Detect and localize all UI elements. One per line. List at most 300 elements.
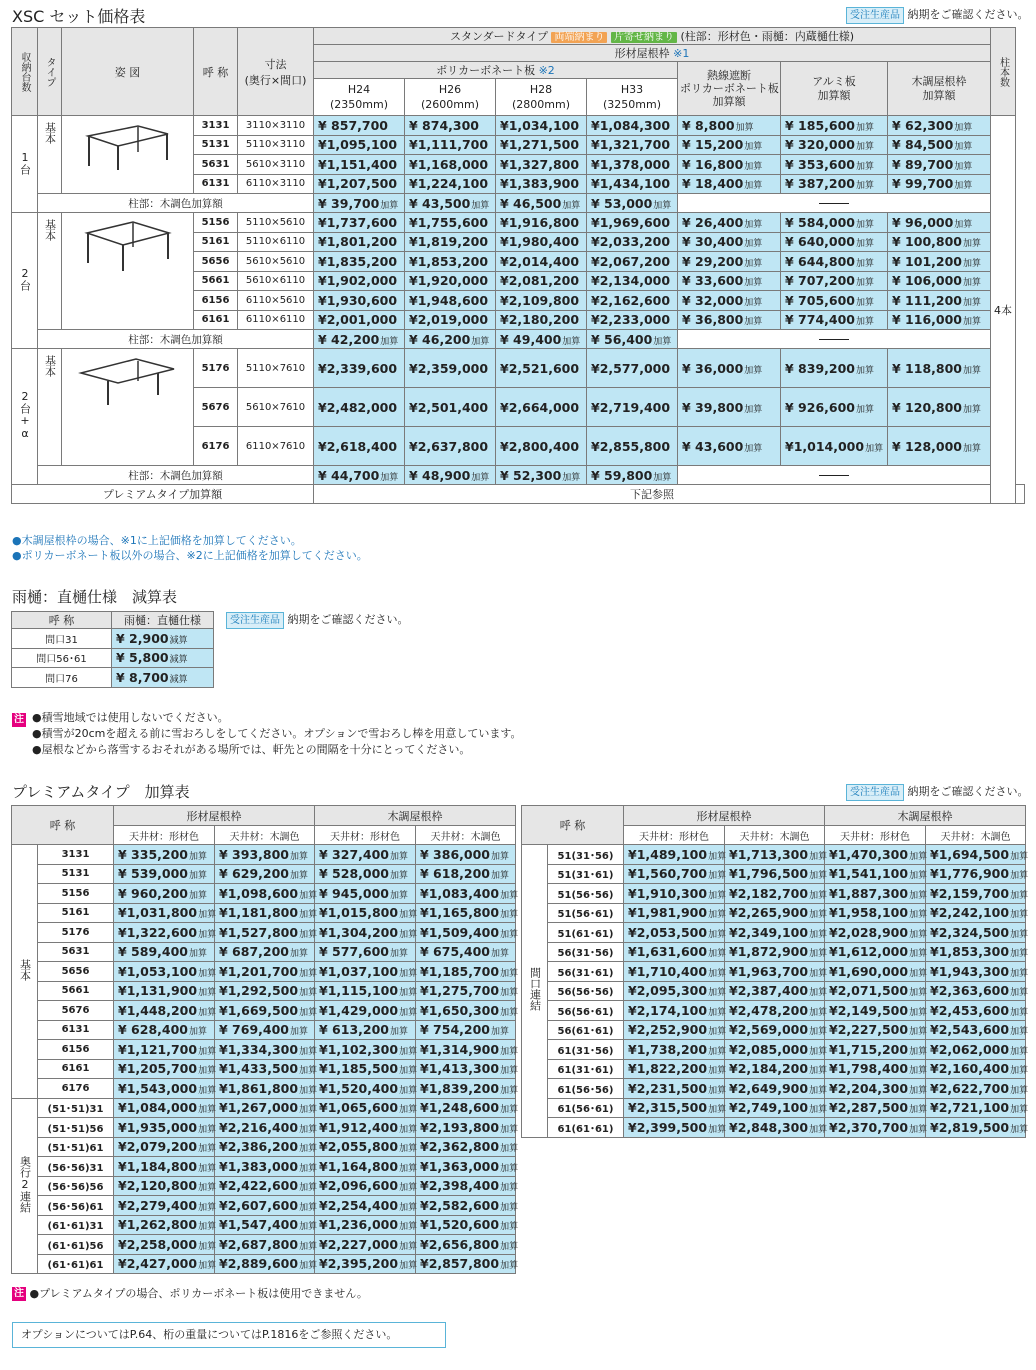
premium-name: 5631 [38, 942, 114, 962]
add-suffix: 加算 [855, 278, 874, 289]
height-mm: (3250mm) [602, 98, 661, 111]
price-note: ●ポリカーボネート板以外の場合、※2に上記価格を加算してください。 [12, 549, 368, 562]
group-figure [62, 116, 194, 194]
premium-cell [926, 1040, 1029, 1060]
premium-value: ¥2,857,800 [420, 1256, 500, 1272]
premium-name: 61(56･56) [548, 1079, 624, 1099]
add-suffix: 加算 [399, 929, 418, 940]
premium-cell [725, 1020, 828, 1040]
price-cell: ¥1,930,600 [314, 291, 405, 311]
price-cell: ¥1,737,600 [314, 213, 405, 233]
add-suffix: 加算 [962, 443, 981, 454]
premium-value: ¥1,710,400 [628, 963, 708, 979]
add-suffix: 加算 [198, 1105, 217, 1116]
premium-row [522, 923, 1026, 943]
premium-group [12, 845, 38, 1099]
add-suffix: 加算 [855, 404, 874, 415]
premium-cell [825, 1098, 926, 1118]
header-alumi [781, 62, 888, 116]
price-cell: ¥2,014,400 [496, 252, 587, 272]
premium-value: ¥1,694,500 [930, 846, 1010, 862]
add-suffix: 加算 [962, 278, 981, 289]
add-value: ¥ 118,800 [892, 360, 962, 376]
alumi-l1: アルミ板 [812, 74, 856, 88]
count-label: 2台 [18, 267, 32, 291]
gutter-value-cell [112, 629, 214, 649]
premium-cell [315, 1157, 416, 1177]
add-cell [678, 135, 781, 155]
premium-value: ¥2,227,000 [319, 1236, 399, 1252]
add-suffix: 加算 [809, 871, 828, 882]
add-suffix: 加算 [708, 1027, 727, 1038]
premium-value: ¥1,853,300 [930, 944, 1010, 960]
premium-cell [215, 1118, 318, 1138]
premium-cell [624, 1020, 725, 1040]
add-cell [781, 291, 888, 311]
add-suffix: 加算 [399, 1144, 418, 1155]
premium-value: ¥1,981,900 [628, 905, 708, 921]
height-label: H26 [438, 83, 462, 96]
premium-name: 56(61･61) [548, 1020, 624, 1040]
premium-cell [215, 845, 315, 865]
premium-cell [114, 1235, 215, 1255]
premium-cell [825, 1079, 926, 1099]
add-suffix: 加算 [198, 1144, 217, 1155]
premium-cell [825, 1118, 926, 1138]
premium-name: 5161 [38, 903, 114, 923]
premium-cell [315, 845, 416, 865]
add-suffix: 加算 [198, 929, 217, 940]
add-suffix: 加算 [744, 297, 763, 308]
premium-value: ¥2,252,900 [628, 1022, 708, 1038]
premium-value: ¥2,231,500 [628, 1080, 708, 1096]
group-count [12, 213, 38, 349]
premium-name: (61･61)61 [38, 1254, 114, 1274]
premium-name: 61(31･61) [548, 1059, 624, 1079]
premium-value: ¥2,889,600 [219, 1256, 299, 1272]
gutter-name: 間口31 [12, 629, 112, 649]
premium-row [12, 884, 516, 904]
premium-cell [114, 1137, 215, 1157]
add-value: ¥ 774,400 [785, 312, 855, 328]
prem-header-name: 呼 称 [12, 806, 114, 845]
pillar-add-row [12, 330, 1025, 349]
premium-cell [114, 845, 215, 865]
premium-name: 5176 [38, 923, 114, 943]
group-type [38, 213, 62, 330]
add-cell [781, 232, 888, 252]
premium-cell [725, 1079, 828, 1099]
row-dimension: 5610×6110 [238, 271, 314, 291]
premium-cell [725, 845, 828, 865]
add-suffix: 加算 [299, 890, 318, 901]
premium-cell [416, 884, 519, 904]
premium-value: ¥2,227,500 [829, 1022, 909, 1038]
premium-value: ¥2,324,500 [930, 924, 1010, 940]
add-suffix: 加算 [809, 1046, 828, 1057]
add-suffix: 加算 [198, 1124, 217, 1135]
row-name: 5661 [194, 271, 238, 291]
price-cell: ¥ 874,300 [405, 116, 496, 136]
premium-row [12, 1079, 516, 1099]
add-suffix: 加算 [299, 1085, 318, 1096]
order-note-text: 納期をご確認ください。 [287, 613, 409, 626]
header-height [405, 79, 496, 116]
add-suffix: 加算 [744, 365, 763, 376]
premium-add-value: 下記参照 [314, 485, 991, 504]
premium-value: ¥2,848,300 [729, 1119, 809, 1135]
premium-cell [825, 1040, 926, 1060]
premium-value: ¥2,160,400 [930, 1061, 1010, 1077]
premium-cell [114, 942, 215, 962]
premium-cell [315, 1137, 416, 1157]
add-suffix: 加算 [198, 988, 217, 999]
premium-row [12, 1137, 516, 1157]
pillar-add-row [12, 194, 1025, 213]
prem-col: 天井材：木調色 [725, 826, 825, 845]
premium-row [12, 1098, 516, 1118]
premium-cell [315, 962, 416, 982]
tag-both-ends: 両端納まり [551, 32, 607, 43]
row-dimension: 5610×5610 [238, 252, 314, 272]
price-cell: ¥1,207,500 [314, 174, 405, 194]
premium-cell [416, 923, 519, 943]
gutter-row [12, 648, 214, 668]
premium-row [12, 1157, 516, 1177]
add-suffix: 加算 [299, 1007, 318, 1018]
add-cell [888, 291, 991, 311]
prem-col: 天井材：形材色 [624, 826, 725, 845]
premium-name: 51(61･61) [548, 923, 624, 943]
std-note: (柱部：形材色・雨樋：内蔵樋仕様) [680, 30, 855, 43]
premium-cell [315, 1020, 416, 1040]
add-suffix: 加算 [198, 1163, 217, 1174]
premium-row [12, 1196, 516, 1216]
pillar-add-cell [405, 330, 496, 349]
pillar-add-empty [678, 330, 991, 349]
premium-cell [416, 1235, 519, 1255]
price-cell: ¥2,501,400 [405, 388, 496, 427]
price-cell: ¥2,109,800 [496, 291, 587, 311]
premium-name: 56(56･56) [548, 981, 624, 1001]
premium-cell [215, 1157, 318, 1177]
add-suffix: 加算 [855, 142, 874, 153]
premium-cell [416, 1137, 519, 1157]
add-suffix: 加算 [500, 1066, 519, 1077]
premium-value: ¥2,398,400 [420, 1178, 500, 1194]
add-suffix: 加算 [653, 472, 672, 483]
row-name: 6161 [194, 310, 238, 330]
pillar-add-value: ¥ 46,200 [409, 331, 471, 347]
add-suffix: 加算 [809, 890, 828, 901]
add-suffix: 加算 [1010, 890, 1029, 901]
price-row [12, 213, 1025, 233]
row-name: 5161 [194, 232, 238, 252]
premium-row [12, 845, 516, 865]
add-suffix: 加算 [188, 1027, 207, 1038]
add-suffix: 加算 [962, 404, 981, 415]
premium-row [12, 1020, 516, 1040]
pillar-add-empty [678, 466, 991, 485]
premium-value: ¥2,395,200 [319, 1256, 399, 1272]
price-cell: ¥2,019,000 [405, 310, 496, 330]
pillar-add-value: ¥ 44,700 [318, 467, 380, 483]
add-value: ¥ 106,000 [892, 273, 962, 289]
add-cell [678, 291, 781, 311]
add-value: ¥ 43,600 [682, 438, 744, 454]
price-cell: ¥ 857,700 [314, 116, 405, 136]
order-note-text: 納期をご確認ください。 [907, 785, 1029, 798]
add-cell [678, 116, 781, 136]
premium-value: ¥2,749,100 [729, 1100, 809, 1116]
premium-pillar-cell [1016, 485, 1025, 504]
premium-cell [825, 981, 926, 1001]
add-suffix: 加算 [198, 1202, 217, 1213]
row-dimension: 6110×6110 [238, 310, 314, 330]
add-suffix: 加算 [500, 1222, 519, 1233]
premium-cell [215, 981, 318, 1001]
premium-cell [114, 1196, 215, 1216]
premium-value: ¥1,322,600 [118, 924, 198, 940]
add-value: ¥ 62,300 [892, 117, 954, 133]
premium-row [12, 1215, 516, 1235]
add-cell [678, 155, 781, 175]
add-suffix: 加算 [744, 443, 763, 454]
add-cell [888, 252, 991, 272]
add-suffix: 加算 [500, 1105, 519, 1116]
add-value: ¥ 96,000 [892, 214, 954, 230]
pillar-add-row [12, 466, 1025, 485]
premium-cell [215, 1196, 318, 1216]
premium-cell [114, 923, 215, 943]
add-cell [888, 213, 991, 233]
add-suffix: 加算 [809, 1066, 828, 1077]
premium-value: ¥1,184,800 [118, 1158, 198, 1174]
add-suffix: 加算 [198, 1007, 217, 1018]
add-suffix: 加算 [865, 443, 884, 454]
row-name: 6176 [194, 427, 238, 466]
add-suffix: 加算 [389, 1027, 408, 1038]
add-cell [678, 310, 781, 330]
add-suffix: 加算 [855, 161, 874, 172]
pillar-add-value: ¥ 56,400 [591, 331, 653, 347]
header-wood [888, 62, 991, 116]
dim-sub: (奥行×間口) [244, 73, 307, 87]
price-cell: ¥1,095,100 [314, 135, 405, 155]
premium-cell [215, 962, 318, 982]
add-suffix: 加算 [708, 1124, 727, 1135]
premium-value: ¥1,053,100 [118, 963, 198, 979]
add-value: ¥ 705,600 [785, 292, 855, 308]
premium-cell [624, 962, 725, 982]
price-cell: ¥2,067,200 [587, 252, 678, 272]
premium-value: ¥1,429,000 [319, 1002, 399, 1018]
add-suffix: 加算 [855, 122, 874, 133]
premium-cell [825, 1059, 926, 1079]
price-cell: ¥2,081,200 [496, 271, 587, 291]
premium-name: 6156 [38, 1040, 114, 1060]
add-suffix: 加算 [299, 1046, 318, 1057]
premium-name: 51(56･61) [548, 903, 624, 923]
dim-label: 寸法 [264, 57, 287, 71]
add-value: ¥ 120,800 [892, 399, 962, 415]
page-title: XSC セット価格表 [12, 7, 146, 26]
add-suffix: 加算 [962, 317, 981, 328]
premium-cell [926, 1059, 1029, 1079]
premium-value: ¥1,262,800 [118, 1217, 198, 1233]
premium-value: ¥1,236,000 [319, 1217, 399, 1233]
premium-row [12, 1001, 516, 1021]
premium-cell [825, 903, 926, 923]
premium-value: ¥1,334,300 [219, 1041, 299, 1057]
add-suffix: 加算 [399, 1202, 418, 1213]
add-cell [888, 349, 991, 388]
add-suffix: 加算 [1010, 1066, 1029, 1077]
premium-value: ¥1,547,400 [219, 1217, 299, 1233]
premium-cell [215, 1079, 318, 1099]
premium-value: ¥2,315,500 [628, 1100, 708, 1116]
add-cell [781, 349, 888, 388]
premium-cell [315, 1098, 416, 1118]
premium-name: (56･56)61 [38, 1196, 114, 1216]
add-suffix: 加算 [299, 1261, 318, 1272]
premium-row [12, 1040, 516, 1060]
premium-value: ¥1,363,000 [420, 1158, 500, 1174]
premium-value: ¥2,427,000 [118, 1256, 198, 1272]
premium-cell [624, 942, 725, 962]
add-suffix: 加算 [708, 1007, 727, 1018]
premium-value: ¥1,650,300 [420, 1002, 500, 1018]
add-value: ¥ 839,200 [785, 360, 855, 376]
add-suffix: 加算 [389, 890, 408, 901]
premium-cell [215, 903, 318, 923]
add-cell [781, 271, 888, 291]
premium-value: ¥2,242,100 [930, 905, 1010, 921]
add-suffix: 加算 [1010, 910, 1029, 921]
premium-cell [315, 903, 416, 923]
premium-row [522, 1040, 1026, 1060]
premium-cell [825, 1020, 926, 1040]
add-suffix: 加算 [562, 200, 581, 211]
premium-name: (51･51)56 [38, 1118, 114, 1138]
add-suffix: 加算 [299, 1105, 318, 1116]
premium-value: ¥2,193,800 [420, 1119, 500, 1135]
pillar-count: 4本 [991, 116, 1016, 504]
add-suffix: 加算 [380, 336, 399, 347]
add-suffix: 加算 [399, 988, 418, 999]
group-count [12, 349, 38, 485]
add-suffix: 加算 [809, 1085, 828, 1096]
row-dimension: 5110×6110 [238, 232, 314, 252]
header-dimension [238, 28, 314, 116]
premium-value: ¥1,631,600 [628, 944, 708, 960]
premium-row [522, 1118, 1026, 1138]
premium-note [12, 1286, 368, 1302]
premium-cell [416, 1176, 519, 1196]
premium-value: ¥1,935,000 [118, 1119, 198, 1135]
add-suffix: 加算 [188, 890, 207, 901]
add-suffix: 加算 [909, 871, 928, 882]
premium-cell [215, 1020, 315, 1040]
add-suffix: 加算 [708, 910, 727, 921]
premium-cell [315, 884, 416, 904]
note-mark: 注 [14, 1288, 24, 1299]
add-value: ¥ 707,200 [785, 273, 855, 289]
add-suffix: 加算 [198, 1222, 217, 1233]
row-name: 5676 [194, 388, 238, 427]
prem-col: 天井材：形材色 [114, 826, 215, 845]
premium-value: ¥1,164,800 [319, 1158, 399, 1174]
add-suffix: 加算 [500, 1085, 519, 1096]
header-poly [314, 62, 678, 79]
premium-value: ¥1,560,700 [628, 866, 708, 882]
prem-header-kata: 形材屋根枠 [624, 806, 825, 826]
premium-value: ¥2,287,500 [829, 1100, 909, 1116]
add-suffix: 加算 [490, 949, 509, 960]
add-suffix: 加算 [708, 890, 727, 901]
premium-value: ¥1,509,400 [420, 924, 500, 940]
pillar-add-cell [587, 194, 678, 213]
height-mm: (2600mm) [420, 98, 479, 111]
gutter-value-cell [112, 668, 214, 688]
gutter-value-cell [112, 648, 214, 668]
add-suffix: 加算 [1010, 988, 1029, 999]
count-label: 2台+α [18, 390, 32, 440]
premium-value: ¥1,690,000 [829, 963, 909, 979]
poly-label: ポリカーボネート板 [436, 64, 536, 77]
price-cell: ¥1,819,200 [405, 232, 496, 252]
header-figure: 姿 図 [62, 28, 194, 116]
premium-name: 5131 [38, 864, 114, 884]
premium-value: ¥2,687,800 [219, 1236, 299, 1252]
pillar-add-cell [587, 330, 678, 349]
header-heat [678, 62, 781, 116]
row-name: 5656 [194, 252, 238, 272]
group-figure [62, 349, 194, 466]
premium-name: 61(31･56) [548, 1040, 624, 1060]
add-cell [678, 174, 781, 194]
premium-value: ¥2,582,600 [420, 1197, 500, 1213]
price-cell: ¥1,034,100 [496, 116, 587, 136]
premium-title: プレミアムタイプ 加算表 [12, 783, 190, 801]
premium-value: ¥ 675,400 [420, 944, 490, 960]
price-cell: ¥2,162,600 [587, 291, 678, 311]
premium-row [522, 864, 1026, 884]
row-name: 5156 [194, 213, 238, 233]
add-value: ¥ 26,400 [682, 214, 744, 230]
premium-cell [624, 884, 725, 904]
add-suffix: 加算 [708, 1046, 727, 1057]
pillar-add-cell [496, 194, 587, 213]
premium-cell [624, 923, 725, 943]
premium-cell [624, 864, 725, 884]
alumi-l2: 加算額 [817, 88, 851, 102]
height-label: H33 [620, 83, 644, 96]
add-cell [888, 135, 991, 155]
premium-cell [215, 1215, 318, 1235]
add-suffix: 加算 [399, 1124, 418, 1135]
premium-row [12, 981, 516, 1001]
pillar-add-value: ¥ 49,400 [500, 331, 562, 347]
price-cell: ¥1,835,200 [314, 252, 405, 272]
add-cell [888, 427, 991, 466]
price-cell: ¥2,180,200 [496, 310, 587, 330]
premium-value: ¥1,131,900 [118, 983, 198, 999]
premium-value: ¥1,872,900 [729, 944, 809, 960]
prem-col: 天井材：形材色 [315, 826, 416, 845]
add-suffix: 加算 [809, 968, 828, 979]
premium-cell [114, 1176, 215, 1196]
